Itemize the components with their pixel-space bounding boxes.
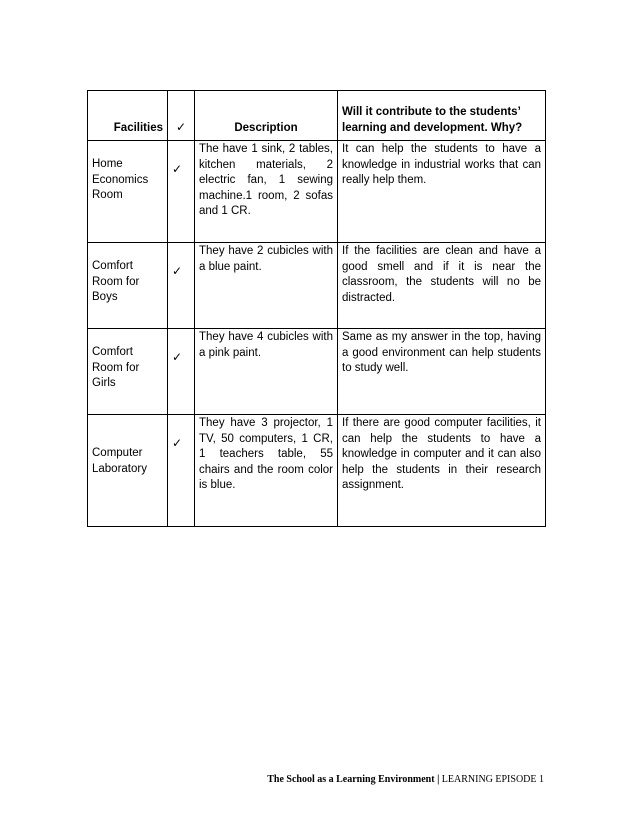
table-row <box>88 243 546 329</box>
facility-contribution: Same as my answer in the top, having a good environment can help students to study well. <box>338 329 546 415</box>
checkmark-icon: ✓ <box>172 436 183 450</box>
checkmark-icon: ✓ <box>172 350 183 364</box>
header-facilities: Facilities <box>88 91 168 141</box>
facility-name: Comfort Room for Boys <box>88 243 168 329</box>
table-row <box>88 329 546 415</box>
footer-separator: | <box>434 774 442 785</box>
check-cell <box>168 243 195 329</box>
facility-contribution: If there are good computer facilities, it can help the students to have a knowledge in computer and it can also help the students in their research assignment. <box>338 415 546 527</box>
facilities-table <box>87 90 546 527</box>
checkmark-icon: ✓ <box>172 162 183 176</box>
footer-episode: LEARNING EPISODE 1 <box>441 774 544 785</box>
header-check <box>168 91 195 141</box>
header-description: Description <box>195 91 338 141</box>
facility-description: They have 3 projector, 1 TV, 50 computers, 1 CR, 1 teachers table, 55 chairs and the room color is blue. <box>195 415 338 527</box>
check-cell <box>168 415 195 527</box>
header-contribution: Will it contribute to the students’ learning and development. Why? <box>338 91 546 141</box>
checkmark-icon: ✓ <box>175 119 187 134</box>
footer-title: The School as a Learning Environment <box>267 774 435 785</box>
facility-description: They have 2 cubicles with a blue paint. <box>195 243 338 329</box>
checkmark-icon: ✓ <box>172 264 183 278</box>
check-cell <box>168 141 195 243</box>
facility-name: Computer Laboratory <box>88 415 168 527</box>
facility-name: Comfort Room for Girls <box>88 329 168 415</box>
check-cell <box>168 329 195 415</box>
facility-description: They have 4 cubicles with a pink paint. <box>195 329 338 415</box>
table-row <box>88 415 546 527</box>
facility-contribution: If the facilities are clean and have a good smell and if it is near the classroom, the students will no be distracted. <box>338 243 546 329</box>
facility-name: Home Economics Room <box>88 141 168 243</box>
page-footer <box>0 774 544 785</box>
table-header-row <box>88 91 546 141</box>
table-row <box>88 141 546 243</box>
facility-contribution: It can help the students to have a knowledge in industrial works that can really help them. <box>338 141 546 243</box>
facility-description: The have 1 sink, 2 tables, kitchen materials, 2 electric fan, 1 sewing machine.1 room, 2 sofas and 1 CR. <box>195 141 338 243</box>
